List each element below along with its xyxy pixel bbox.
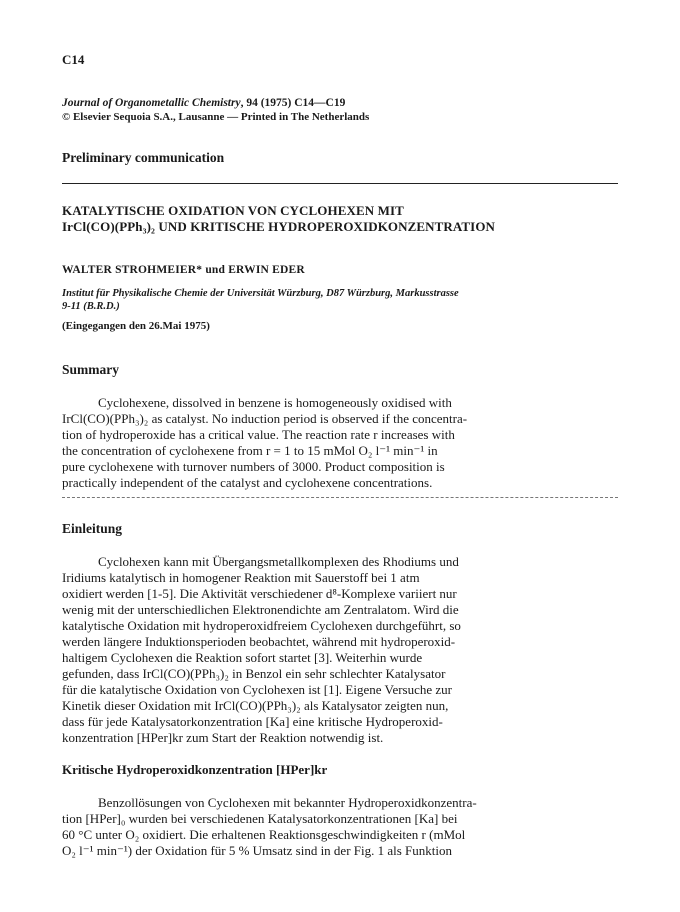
summary-divider [62,497,618,498]
summary-line: pure cyclohexene with turnover numbers of 3000. Product composition is [62,459,445,474]
journal-volume-pages: , 94 (1975) C14—C19 [240,97,346,109]
einleitung-line: werden längere Induktionsperioden beobachtet, während mit hydroperoxid- [62,634,456,649]
title-line: KATALYTISCHE OXIDATION VON CYCLOHEXEN MIT [62,203,404,218]
author-line: WALTER STROHMEIER* und ERWIN EDER [62,264,305,276]
einleitung-line: Iridiums katalytisch in homogener Reaktion mit Sauerstoff bei 1 atm [62,570,420,585]
einleitung-line: oxidiert werden [1-5]. Die Aktivität verschiedener d⁸-Komplexe variiert nur [62,586,457,601]
summary-line: the concentration of cyclohexene from r = 1 to 15 mMol O₂ l⁻¹ min⁻¹ in [62,443,438,458]
journal-citation [62,96,345,110]
einleitung-line: für die katalytische Oxidation von Cyclohexen ist [1]. Eigene Versuche zur [62,682,453,697]
kritische-paragraph [62,795,622,859]
institute-line: Institut für Physikalische Chemie der Universität Würzburg, D87 Würzburg, Markusstrasse [62,288,459,299]
received-date: (Eingegangen den 26.Mai 1975) [62,320,210,332]
kritische-line: O₂ l⁻¹ min⁻¹) der Oxidation für 5 % Umsatz sind in der Fig. 1 als Funktion [62,843,453,858]
summary-heading: Summary [62,362,119,377]
page-number: C14 [62,52,85,67]
einleitung-line: gefunden, dass IrCl(CO)(PPh₃)₂ in Benzol ein sehr schlechter Katalysator [62,666,446,681]
einleitung-line: Kinetik dieser Oxidation mit IrCl(CO)(PPh₃)₂ als Katalysator zeigten nun, [62,698,449,713]
journal-name: Journal of Organometallic Chemistry [62,97,241,109]
einleitung-line: wenig mit der unterschiedlichen Elektronendichte am Zentralatom. Wird die [62,602,459,617]
institute-line: 9-11 (B.R.D.) [62,301,120,312]
kritische-line: tion [HPer]₀ wurden bei verschiedenen Katalysatorkonzentrationen [Ka] bei [62,811,458,826]
article-title [62,203,622,235]
einleitung-line: haltigem Cyclohexen die Reaktion sofort startet [3]. Weiterhin wurde [62,650,423,665]
summary-line: practically independent of the catalyst and cyclohexene concentrations. [62,475,433,490]
publisher-line: © Elsevier Sequoia S.A., Lausanne — Printed in The Netherlands [62,111,370,123]
title-line: IrCl(CO)(PPh₃)₂ UND KRITISCHE HYDROPEROXIDKONZENTRATION [62,219,496,234]
summary-line: tion of hydroperoxide has a critical value. The reaction rate r increases with [62,427,455,442]
einleitung-line: konzentration [HPer]kr zum Start der Reaktion notwendig ist. [62,730,384,745]
summary-line: Cyclohexene, dissolved in benzene is homogeneously oxidised with [98,395,452,410]
communication-type: Preliminary communication [62,150,225,165]
institute-affiliation [62,287,624,313]
kritische-heading: Kritische Hydroperoxidkonzentration [HPer]kr [62,762,328,777]
einleitung-line: katalytische Oxidation mit hydroperoxidfreiem Cyclohexen durchgeführt, so [62,618,461,633]
einleitung-line: Cyclohexen kann mit Übergangsmetallkomplexen des Rhodiums und [98,554,459,569]
kritische-line: 60 °C unter O₂ oxidiert. Die erhaltenen Reaktionsgeschwindigkeiten r (mMol [62,827,466,842]
kritische-line: Benzollösungen von Cyclohexen mit bekannter Hydroperoxidkonzentra- [98,795,477,810]
einleitung-paragraph [62,554,622,746]
einleitung-heading: Einleitung [62,521,123,536]
header-divider [62,183,618,184]
einleitung-line: dass für jede Katalysatorkonzentration [Ka] eine kritische Hydroperoxid- [62,714,443,729]
summary-line: IrCl(CO)(PPh₃)₂ as catalyst. No induction period is observed if the concentra- [62,411,468,426]
summary-paragraph [62,395,622,491]
